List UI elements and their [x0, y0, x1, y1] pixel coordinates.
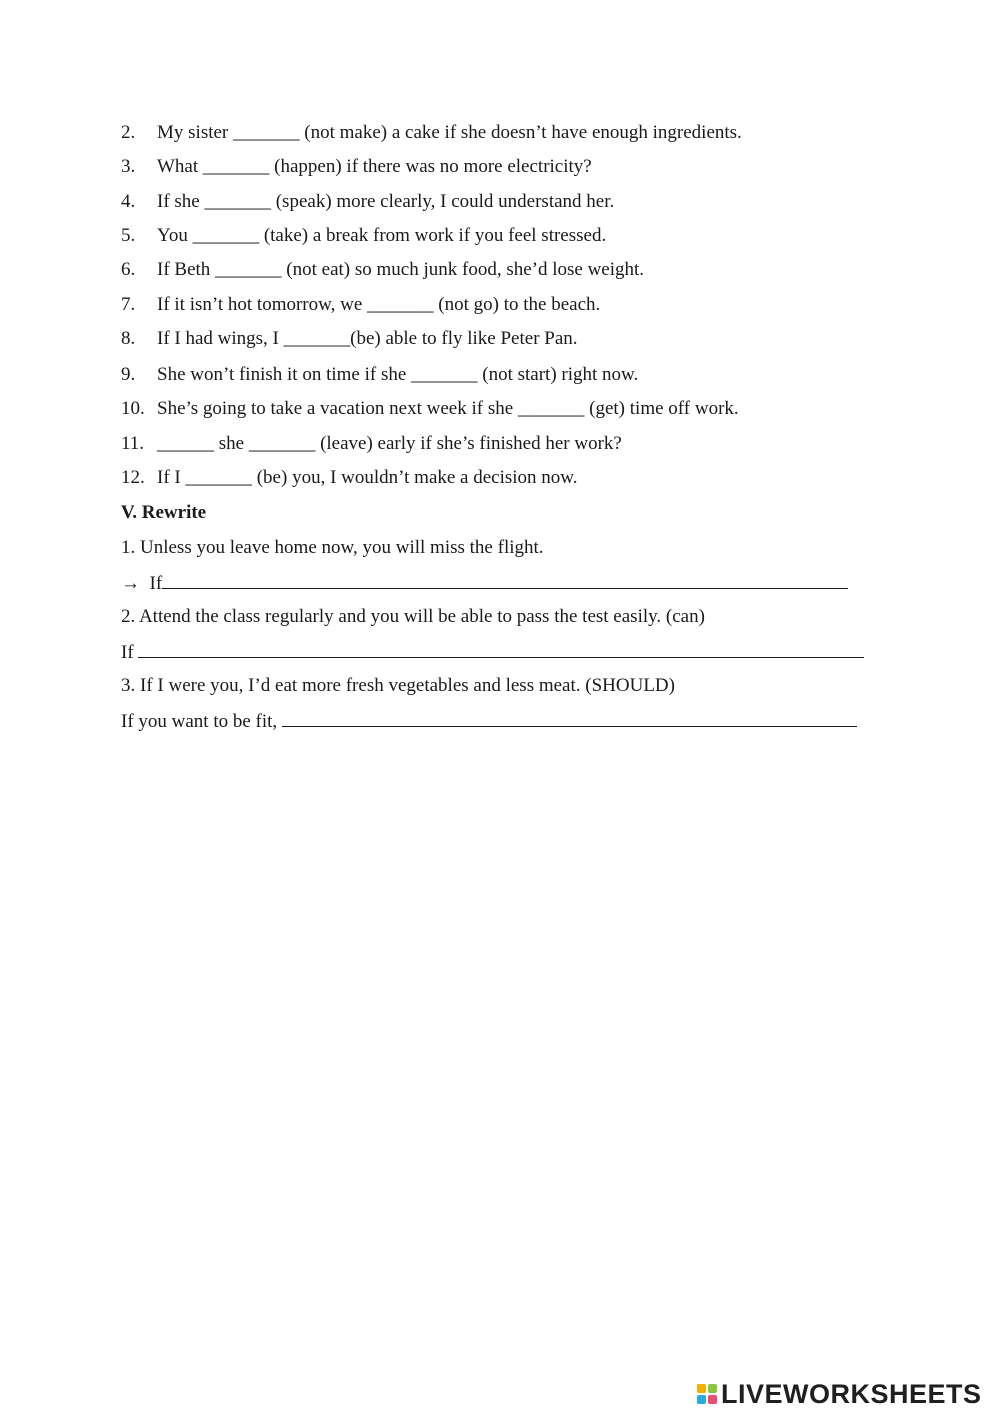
item-text: My sister _______ (not make) a cake if she doesn’t have enough ingredients. [157, 122, 742, 143]
logo-square-4 [708, 1395, 717, 1404]
item-text: If Beth _______ (not eat) so much junk food, she’d lose weight. [157, 259, 645, 280]
rewrite-sentence-2: 2. Attend the class regularly and you will be able to pass the test easily. (can) [121, 606, 705, 627]
exercise-item-2 [121, 121, 742, 145]
section-heading-rewrite: V. Rewrite [121, 502, 207, 523]
rewrite-sentence-1: 1. Unless you leave home now, you will miss the flight. [121, 537, 544, 558]
item-number: 8. [121, 328, 136, 349]
item-number: 9. [121, 364, 136, 385]
item-text: If it isn’t hot tomorrow, we _______ (not go) to the beach. [157, 294, 601, 315]
item-number: 3. [121, 156, 136, 177]
answer-blank[interactable] [162, 570, 848, 589]
rewrite-prompt: If [121, 642, 139, 663]
item-number: 5. [121, 225, 136, 246]
exercise-item-10 [121, 397, 739, 421]
item-text: She won’t finish it on time if she _______ (not start) right now. [157, 364, 639, 385]
rewrite-answer-2 [121, 639, 864, 665]
item-number: 11. [121, 433, 145, 454]
answer-blank[interactable] [282, 708, 857, 727]
item-number: 2. [121, 122, 136, 143]
item-text: If I had wings, I _______(be) able to fly like Peter Pan. [157, 328, 578, 349]
exercise-item-11 [121, 432, 622, 456]
answer-blank[interactable] [138, 639, 864, 658]
logo-square-3 [697, 1395, 706, 1404]
exercise-item-12 [121, 466, 578, 490]
exercise-item-7 [121, 293, 600, 317]
item-number: 4. [121, 191, 136, 212]
rewrite-answer-3 [121, 708, 857, 734]
rewrite-answer-1 [121, 570, 848, 596]
logo-mark-icon [697, 1384, 717, 1404]
exercise-item-3 [121, 155, 592, 179]
item-number: 12. [121, 467, 145, 488]
item-text: If she _______ (speak) more clearly, I could understand her. [157, 191, 615, 212]
liveworksheets-logo [697, 1379, 982, 1409]
logo-square-1 [697, 1384, 706, 1393]
rewrite-prompt: If you want to be fit, [121, 711, 282, 732]
item-text: If I _______ (be) you, I wouldn’t make a decision now. [157, 467, 578, 488]
logo-square-2 [708, 1384, 717, 1393]
item-text: What _______ (happen) if there was no more electricity? [157, 156, 592, 177]
logo-text: LIVEWORKSHEETS [721, 1378, 982, 1409]
item-number: 7. [121, 294, 136, 315]
item-number: 6. [121, 259, 136, 280]
rewrite-prompt: → If [121, 573, 163, 594]
exercise-item-9 [121, 363, 638, 387]
item-text: ______ she _______ (leave) early if she’s finished her work? [157, 433, 622, 454]
item-number: 10. [121, 398, 145, 419]
exercise-item-8 [121, 327, 578, 351]
rewrite-sentence-3: 3. If I were you, I’d eat more fresh vegetables and less meat. (SHOULD) [121, 675, 675, 696]
exercise-item-5 [121, 224, 606, 248]
item-text: You _______ (take) a break from work if you feel stressed. [157, 225, 607, 246]
item-text: She’s going to take a vacation next week if she _______ (get) time off work. [157, 398, 739, 419]
exercise-item-4 [121, 190, 614, 214]
exercise-item-6 [121, 258, 644, 282]
